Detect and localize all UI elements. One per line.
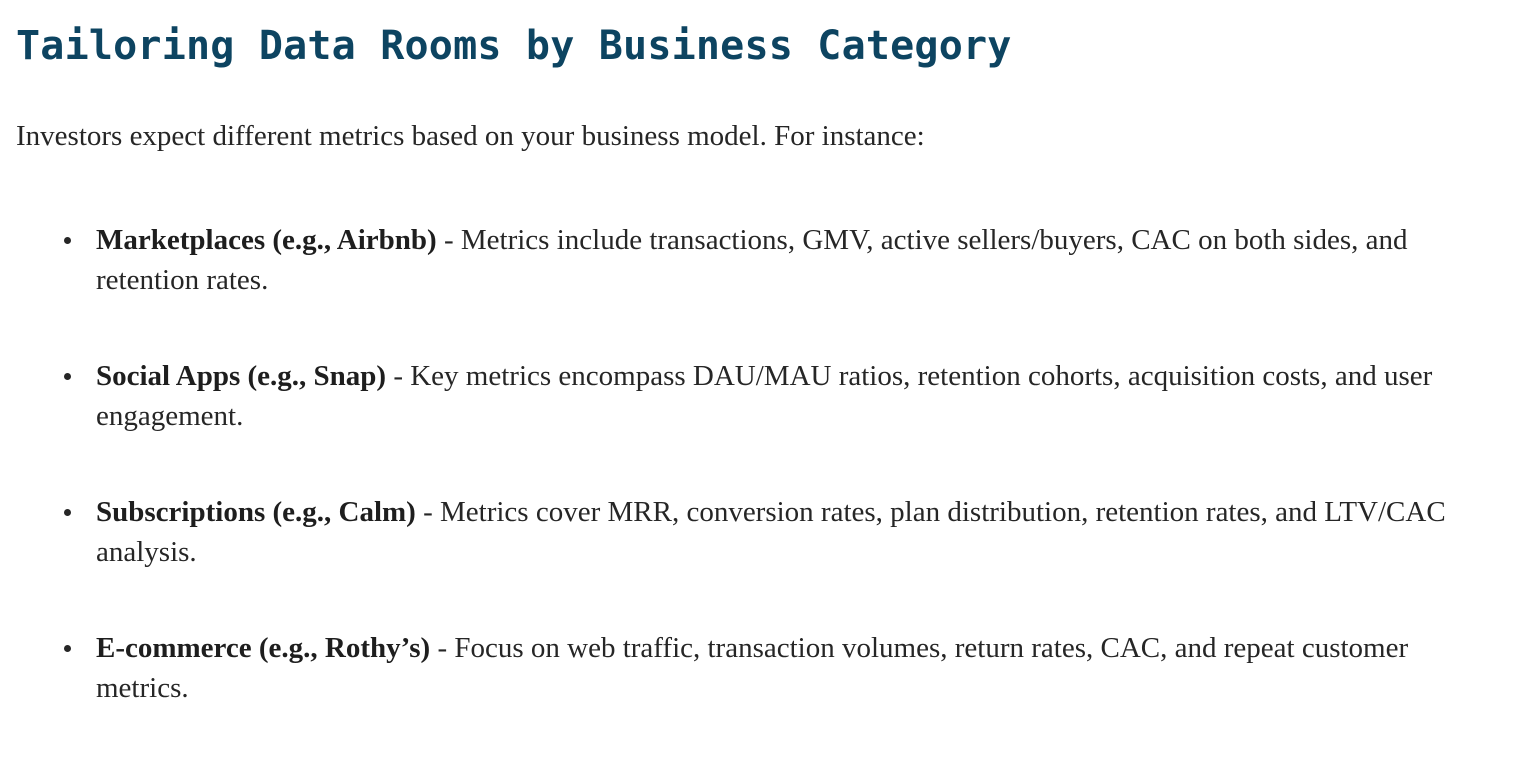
list-item-social-apps [16,356,1491,436]
list-item-text [96,356,1486,436]
list-item-text [96,492,1486,572]
list-item-heading: Social Apps (e.g., Snap) [96,360,387,392]
list-item-description: - Focus on web traffic, transaction volumes, return rates, CAC, and repeat customer metrics. [96,632,1409,704]
list-item-marketplaces [16,220,1491,300]
list-item-text [96,220,1486,300]
bullet-icon [64,237,71,244]
list-item-text [96,628,1486,708]
list-item-heading: E-commerce (e.g., Rothy’s) [96,632,431,664]
list-item-description: - Metrics cover MRR, conversion rates, plan distribution, retention rates, and LTV/CAC analysis. [96,496,1446,568]
list-item-ecommerce [16,628,1491,708]
intro-paragraph: Investors expect different metrics based on your business model. For instance: [16,120,925,152]
bullet-icon [64,645,71,652]
list-item-subscriptions [16,492,1491,572]
list-item-heading: Subscriptions (e.g., Calm) [96,496,416,528]
business-category-list [16,220,1491,764]
list-item-description: - Metrics include transactions, GMV, active sellers/buyers, CAC on both sides, and retention rates. [96,224,1408,296]
bullet-icon [64,509,71,516]
list-item-description: - Key metrics encompass DAU/MAU ratios, retention cohorts, acquisition costs, and user engagement. [96,360,1433,432]
bullet-icon [64,373,71,380]
page-title: Tailoring Data Rooms by Business Category [16,23,1012,69]
list-item-heading: Marketplaces (e.g., Airbnb) [96,224,437,256]
